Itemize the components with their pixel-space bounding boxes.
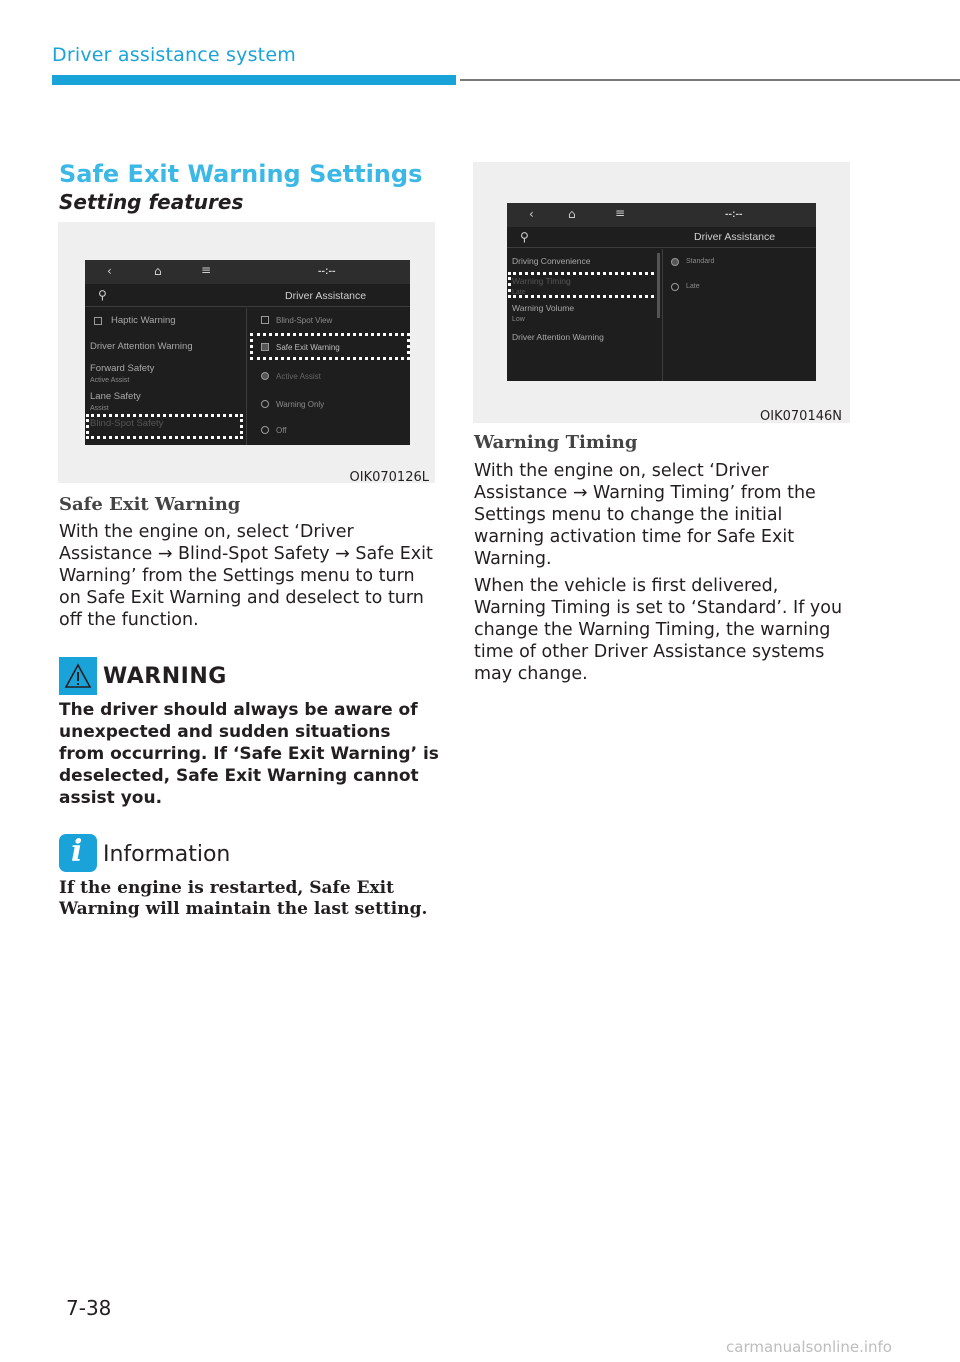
text-line: Warning’ from the Settings menu to turn [59, 566, 415, 586]
menu-warning-volume: Warning Volume [512, 303, 575, 313]
search-icon: ⚲ [520, 230, 529, 244]
menu-daw: Driver Attention Warning [90, 341, 193, 352]
figure-code: OIK070126L [349, 470, 429, 485]
menu-forward-sub: Active Assist [90, 377, 130, 384]
option-late: Late [686, 283, 700, 290]
paragraph-warning-timing [474, 460, 864, 570]
heading-safe-exit: Safe Exit Warning [59, 494, 241, 515]
menu-warning-timing: Warning Timing [512, 276, 571, 286]
menu-daw: Driver Attention Warning [512, 332, 604, 342]
warning-icon [59, 657, 97, 695]
screen-top-bar [507, 203, 816, 227]
radio-icon [261, 426, 269, 434]
menu-lane: Lane Safety [90, 391, 141, 402]
text-line: change the Warning Timing, the warning [474, 620, 831, 640]
screen-title: Driver Assistance [285, 290, 367, 302]
screen-clock: --:-- [318, 265, 336, 277]
option-standard: Standard [686, 258, 715, 265]
text-line: The driver should always be aware of [59, 700, 418, 720]
figure-warning-timing-screen [473, 162, 850, 423]
header-rule [460, 79, 960, 81]
paragraph-delivery-default [474, 575, 864, 685]
header-accent-bar [52, 75, 456, 85]
back-icon: ‹ [529, 207, 534, 221]
text-line: may change. [474, 664, 588, 684]
search-icon: ⚲ [98, 288, 107, 302]
text-line: Warning will maintain the last setting. [59, 899, 428, 919]
menu-icon: ≡ [201, 263, 212, 277]
information-body [59, 878, 449, 920]
section-subtitle: Setting features [59, 190, 244, 214]
text-line: With the engine on, select ‘Driver [474, 461, 769, 481]
radio-icon [671, 283, 679, 291]
menu-warning-timing-sub: Late [512, 289, 526, 296]
text-line: Warning. [474, 549, 552, 569]
screen-display [507, 203, 816, 381]
text-line: on Safe Exit Warning and deselect to turn [59, 588, 424, 608]
warning-body [59, 699, 449, 809]
screen-display [85, 260, 410, 445]
text-line: If the engine is restarted, Safe Exit [59, 878, 394, 898]
screen-title: Driver Assistance [694, 231, 776, 243]
text-line: unexpected and sudden situations [59, 722, 391, 742]
paragraph-safe-exit [59, 521, 449, 631]
home-icon: ⌂ [568, 207, 576, 221]
column-divider [662, 249, 663, 381]
text-line: assist you. [59, 788, 163, 808]
option-sew: Safe Exit Warning [276, 343, 340, 352]
screen-clock: --:-- [725, 208, 743, 220]
figure-safe-exit-screen [58, 222, 435, 483]
highlight-safe-exit [250, 333, 410, 360]
figure-code: OIK070146N [760, 409, 842, 424]
text-line: Settings menu to change the initial [474, 505, 783, 525]
menu-warning-volume-sub: Low [512, 316, 525, 323]
heading-warning-timing: Warning Timing [474, 432, 638, 453]
menu-icon: ≡ [615, 206, 626, 220]
screen-header-line [85, 306, 410, 307]
text-line: Assistance → Blind-Spot Safety → Safe Exit [59, 544, 433, 564]
scrollbar [657, 253, 660, 318]
warning-title: WARNING [103, 664, 227, 689]
information-title: Information [103, 842, 231, 867]
option-off: Off [276, 426, 287, 435]
text-line: With the engine on, select ‘Driver [59, 522, 354, 542]
radio-icon [261, 400, 269, 408]
highlight-blind-spot [86, 414, 243, 439]
screen-header-line [507, 247, 816, 248]
menu-driving-convenience: Driving Convenience [512, 256, 591, 266]
home-icon: ⌂ [154, 264, 162, 278]
back-icon: ‹ [107, 264, 112, 278]
text-line: off the function. [59, 610, 199, 630]
text-line: deselected, Safe Exit Warning cannot [59, 766, 419, 786]
screen-top-bar [85, 260, 410, 284]
text-line: warning activation time for Safe Exit [474, 527, 795, 547]
information-icon: i [59, 834, 97, 872]
menu-blind-spot: Blind-Spot Safety [90, 418, 164, 429]
option-warning-only: Warning Only [276, 400, 325, 409]
option-bsv: Blind-Spot View [276, 316, 333, 325]
text-line: from occurring. If ‘Safe Exit Warning’ is [59, 744, 439, 764]
menu-haptic: Haptic Warning [111, 315, 176, 326]
text-line: time of other Driver Assistance systems [474, 642, 825, 662]
text-line: Assistance → Warning Timing’ from the [474, 483, 816, 503]
footer-watermark: carmanualsonline.info [726, 1338, 892, 1356]
radio-selected-icon [671, 258, 679, 266]
checkbox-icon [94, 317, 102, 325]
running-header: Driver assistance system [52, 44, 296, 66]
section-title: Safe Exit Warning Settings [59, 160, 423, 188]
highlight-warning-timing [508, 272, 660, 298]
text-line: Warning Timing is set to ‘Standard’. If you [474, 598, 843, 618]
checkbox-icon [261, 316, 269, 324]
option-active-assist: Active Assist [276, 372, 321, 381]
page-number: 7-38 [66, 1296, 112, 1320]
text-line: When the vehicle is first delivered, [474, 576, 779, 596]
column-divider [246, 308, 247, 445]
menu-forward: Forward Safety [90, 363, 155, 374]
menu-lane-sub: Assist [90, 405, 109, 412]
radio-selected-icon [261, 372, 269, 380]
